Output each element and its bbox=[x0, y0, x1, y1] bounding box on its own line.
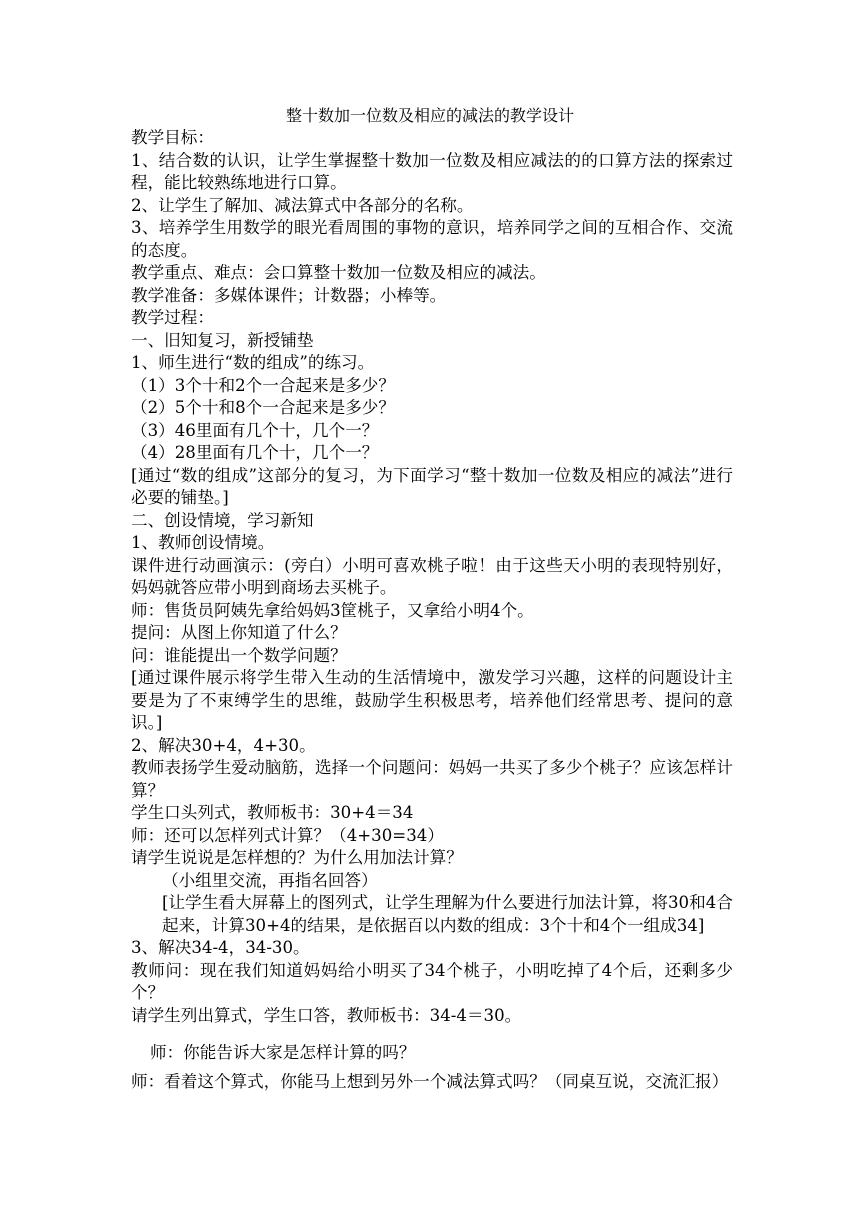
paragraph: 请学生说说是怎样想的？为什么用加法计算？ bbox=[131, 848, 463, 867]
paragraph: （2）5个十和8个一合起来是多少？ bbox=[131, 398, 395, 417]
paragraph: （1）3个十和2个一合起来是多少？ bbox=[131, 375, 395, 395]
paragraph: 2、解决30+4，4+30。 bbox=[131, 735, 316, 755]
paragraph: 师：还可以怎样列式计算？（4+30=34） bbox=[131, 825, 444, 845]
paragraph: 师：你能告诉大家是怎样计算的吗？ bbox=[150, 1043, 416, 1062]
paragraph: 二、创设情境，学习新知 bbox=[131, 510, 314, 530]
paragraph: 师：看着这个算式，你能马上想到另外一个减法算式吗？（同桌互说，交流汇报） bbox=[131, 1071, 729, 1091]
paragraph: [通过课件展示将学生带入生动的生活情境中，激发学习兴趣，这样的问题设计主要是为了不束缚学生的思维，鼓励学生积极思考，培养他们经常思考、提问的意识。] bbox=[131, 668, 733, 732]
paragraph: 请学生列出算式，学生口答，教师板书：34-4＝30。 bbox=[131, 1005, 522, 1025]
paragraph: 1、师生进行“数的组成”的练习。 bbox=[131, 353, 375, 372]
paragraph: 3、解决34-4，34-30。 bbox=[131, 938, 310, 957]
paragraph: 教学重点、难点：会口算整十数加一位数及相应的减法。 bbox=[131, 263, 546, 282]
paragraph: [通过“数的组成”这部分的复习，为下面学习“整十数加一位数及相应的减法”进行必要的铺垫。] bbox=[131, 465, 733, 507]
paragraph: 学生口头列式，教师板书：30+4＝34 bbox=[131, 803, 414, 822]
paragraph: 课件进行动画演示：(旁白）小明可喜欢桃子啦！由于这些天小明的表现特别好，妈妈就答应带小明到商场去买桃子。 bbox=[131, 555, 733, 597]
paragraph: 2、让学生了解加、减法算式中各部分的名称。 bbox=[131, 195, 474, 215]
paragraph: 教学过程： bbox=[131, 308, 214, 327]
document-title: 整十数加一位数及相应的减法的教学设计 bbox=[285, 106, 574, 125]
paragraph: 一、旧知复习，新授铺垫 bbox=[131, 330, 314, 350]
paragraph: 1、教师创设情境。 bbox=[131, 533, 275, 552]
paragraph: [让学生看大屏幕上的图列式，让学生理解为什么要进行加法计算，将30和4合起来，计算30+4的结果，是依据百以内数的组成：3个十和4个一组成34] bbox=[162, 893, 733, 935]
paragraph: （3）46里面有几个十，几个一？ bbox=[131, 420, 379, 440]
paragraph: （4）28里面有几个十，几个一？ bbox=[131, 443, 379, 462]
paragraph: （小组里交流，再指名回答） bbox=[162, 870, 378, 890]
paragraph: 教学目标： bbox=[131, 128, 214, 147]
paragraph: 1、结合数的认识，让学生掌握整十数加一位数及相应减法的的口算方法的探索过程，能比较熟练地进行口算。 bbox=[131, 150, 733, 192]
document-body bbox=[131, 127, 733, 1093]
paragraph: 教学准备：多媒体课件；计数器；小棒等。 bbox=[131, 285, 447, 305]
paragraph: 问：谁能提出一个数学问题？ bbox=[131, 645, 347, 665]
paragraph: 教师问：现在我们知道妈妈给小明买了34个桃子，小明吃掉了4个后，还剩多少个？ bbox=[131, 960, 733, 1002]
paragraph: 教师表扬学生爱动脑筋，选择一个问题问：妈妈一共买了多少个桃子？应该怎样计算？ bbox=[131, 758, 733, 800]
paragraph: 3、培养学生用数学的眼光看周围的事物的意识，培养同学之间的互相合作、交流的态度。 bbox=[131, 218, 733, 260]
paragraph: 提问：从图上你知道了什么？ bbox=[131, 623, 347, 642]
paragraph: 师：售货员阿姨先拿给妈妈3筐桃子，又拿给小明4个。 bbox=[131, 600, 534, 620]
